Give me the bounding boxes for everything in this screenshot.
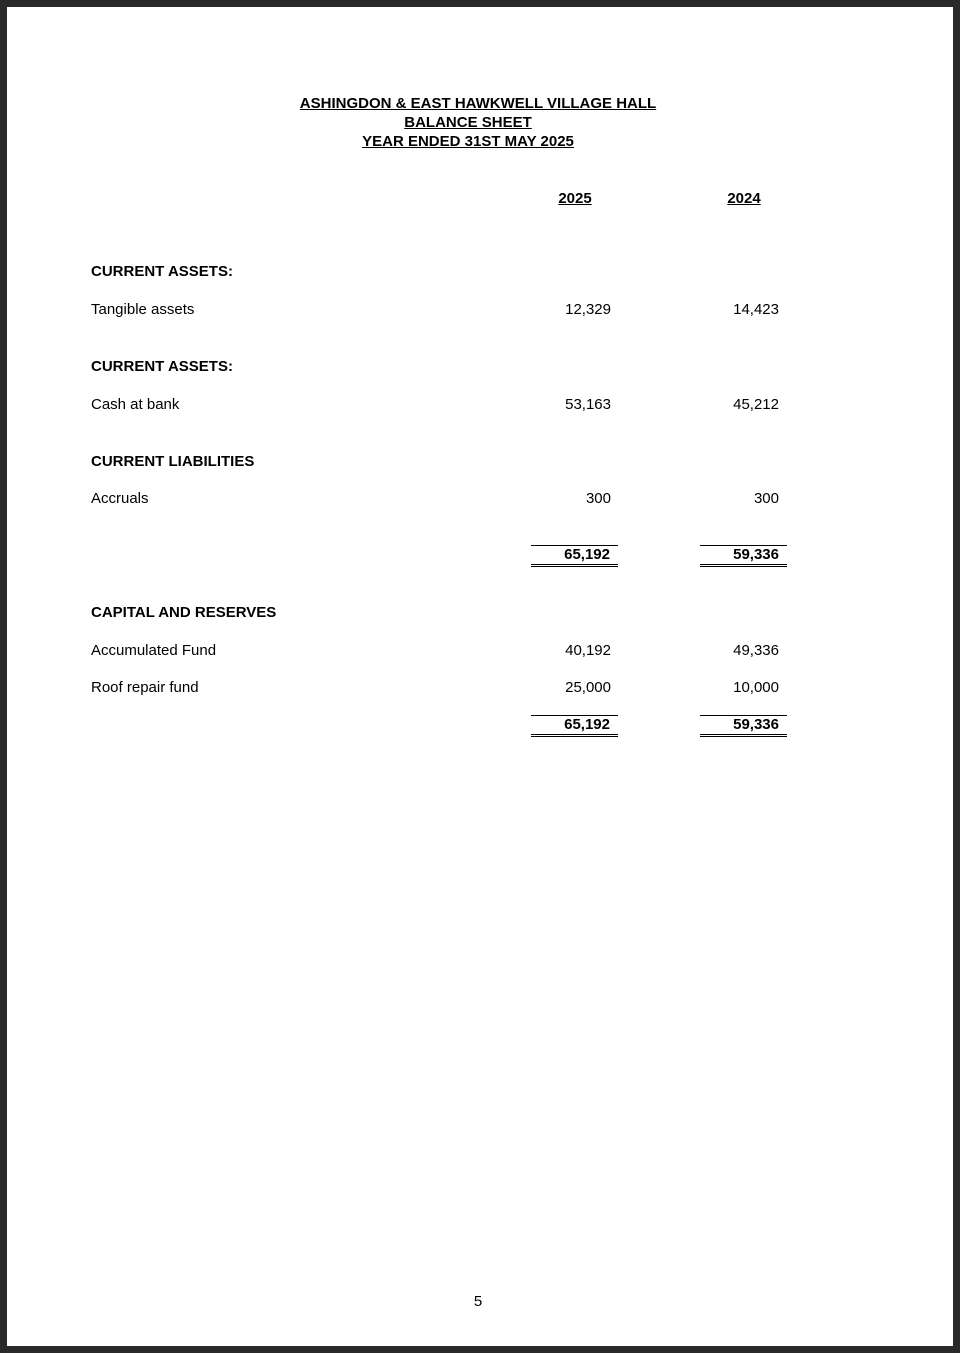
total-net-assets-2025: 65,192 (531, 545, 618, 567)
row-label-accumulated-fund: Accumulated Fund (91, 642, 217, 659)
value-accumulated-2025: 40,192 (565, 642, 611, 659)
value-cash-2024: 45,212 (733, 396, 779, 413)
document-page (7, 7, 953, 1346)
value-accruals-2024: 300 (753, 490, 779, 507)
row-label-roof-repair-fund: Roof repair fund (91, 679, 199, 696)
row-label-cash-at-bank: Cash at bank (91, 396, 180, 413)
total-capital-2024: 59,336 (700, 715, 787, 737)
value-roof-2024: 10,000 (733, 679, 779, 696)
section-current-assets: CURRENT ASSETS: (91, 358, 233, 375)
section-current-liabilities: CURRENT LIABILITIES (91, 453, 255, 470)
value-accumulated-2024: 49,336 (733, 642, 779, 659)
section-current-assets-fixed: CURRENT ASSETS: (91, 263, 233, 280)
page-number: 5 (473, 1293, 483, 1310)
value-cash-2025: 53,163 (565, 396, 611, 413)
column-header-2024: 2024 (727, 190, 761, 207)
column-header-2025: 2025 (558, 190, 592, 207)
value-accruals-2025: 300 (585, 490, 611, 507)
row-label-accruals: Accruals (91, 490, 149, 507)
organisation-title: ASHINGDON & EAST HAWKWELL VILLAGE HALL (299, 95, 657, 112)
value-roof-2025: 25,000 (565, 679, 611, 696)
row-label-tangible-assets: Tangible assets (91, 301, 195, 318)
period-title: YEAR ENDED 31ST MAY 2025 (362, 133, 574, 150)
value-tangible-2025: 12,329 (565, 301, 611, 318)
section-capital-and-reserves: CAPITAL AND RESERVES (91, 604, 277, 621)
value-tangible-2024: 14,423 (733, 301, 779, 318)
total-net-assets-2024: 59,336 (700, 545, 787, 567)
document-title: BALANCE SHEET (404, 114, 532, 131)
total-capital-2025: 65,192 (531, 715, 618, 737)
